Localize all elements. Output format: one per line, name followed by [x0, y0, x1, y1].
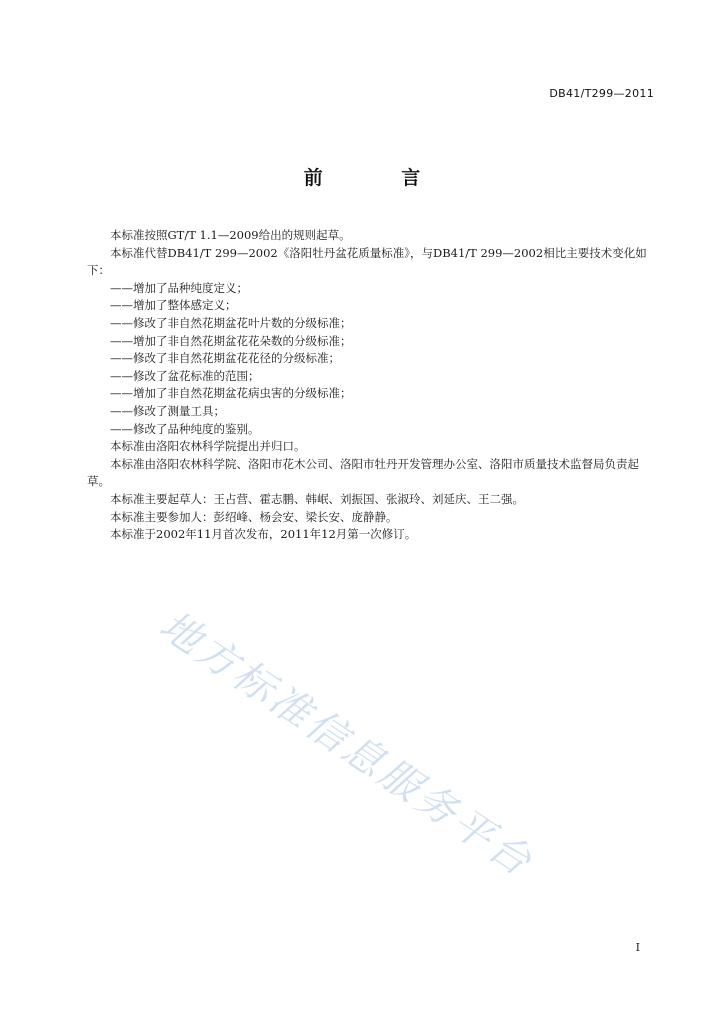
change-list-item: ——修改了品种纯度的鉴别。	[110, 421, 260, 436]
change-list-item: ——增加了非自然花期盆花病虫害的分级标准；	[110, 386, 352, 401]
paragraph: 本标准由洛阳农林科学院提出并归口。	[110, 439, 306, 454]
section-title: 前 言	[303, 167, 457, 189]
change-list-item: ——增加了非自然花期盆花花朵数的分级标准；	[110, 333, 352, 348]
change-list-item: ——修改了盆花标准的范围；	[110, 368, 260, 383]
paragraph: 本标准代替DB41/T 299—2002《洛阳牡丹盆花质量标准》，与DB41/T 299—2002相比主要技术变化如下：	[87, 245, 647, 278]
paragraph: 本标准主要参加人：彭绍峰、杨会安、梁长安、庞静静。	[110, 509, 398, 524]
paragraph: 本标准由洛阳农林科学院、洛阳市花木公司、洛阳市牡丹开发管理办公室、洛阳市质量技术监督局负责起草。	[87, 456, 639, 489]
change-list-item: ——修改了非自然花期盆花叶片数的分级标准；	[110, 315, 352, 330]
change-list-item: ——修改了非自然花期盆花花径的分级标准；	[110, 351, 340, 366]
page-number: I	[635, 941, 640, 954]
paragraph: 本标准主要起草人：王占营、霍志鹏、韩岷、刘振国、张淑玲、刘延庆、王二强。	[110, 491, 524, 506]
watermark: 地方标准信息服务平台	[151, 602, 542, 887]
change-list-item: ——增加了整体感定义；	[110, 298, 237, 313]
change-list-item: ——修改了测量工具；	[110, 403, 225, 418]
document-code: DB41/T299—2011	[549, 87, 654, 100]
paragraph: 本标准于2002年11月首次发布，2011年12月第一次修订。	[110, 527, 417, 542]
foreword-body	[87, 227, 657, 544]
change-list-item: ——增加了品种纯度定义；	[110, 280, 248, 295]
paragraph: 本标准按照GT/T 1.1—2009给出的规则起草。	[110, 228, 351, 242]
